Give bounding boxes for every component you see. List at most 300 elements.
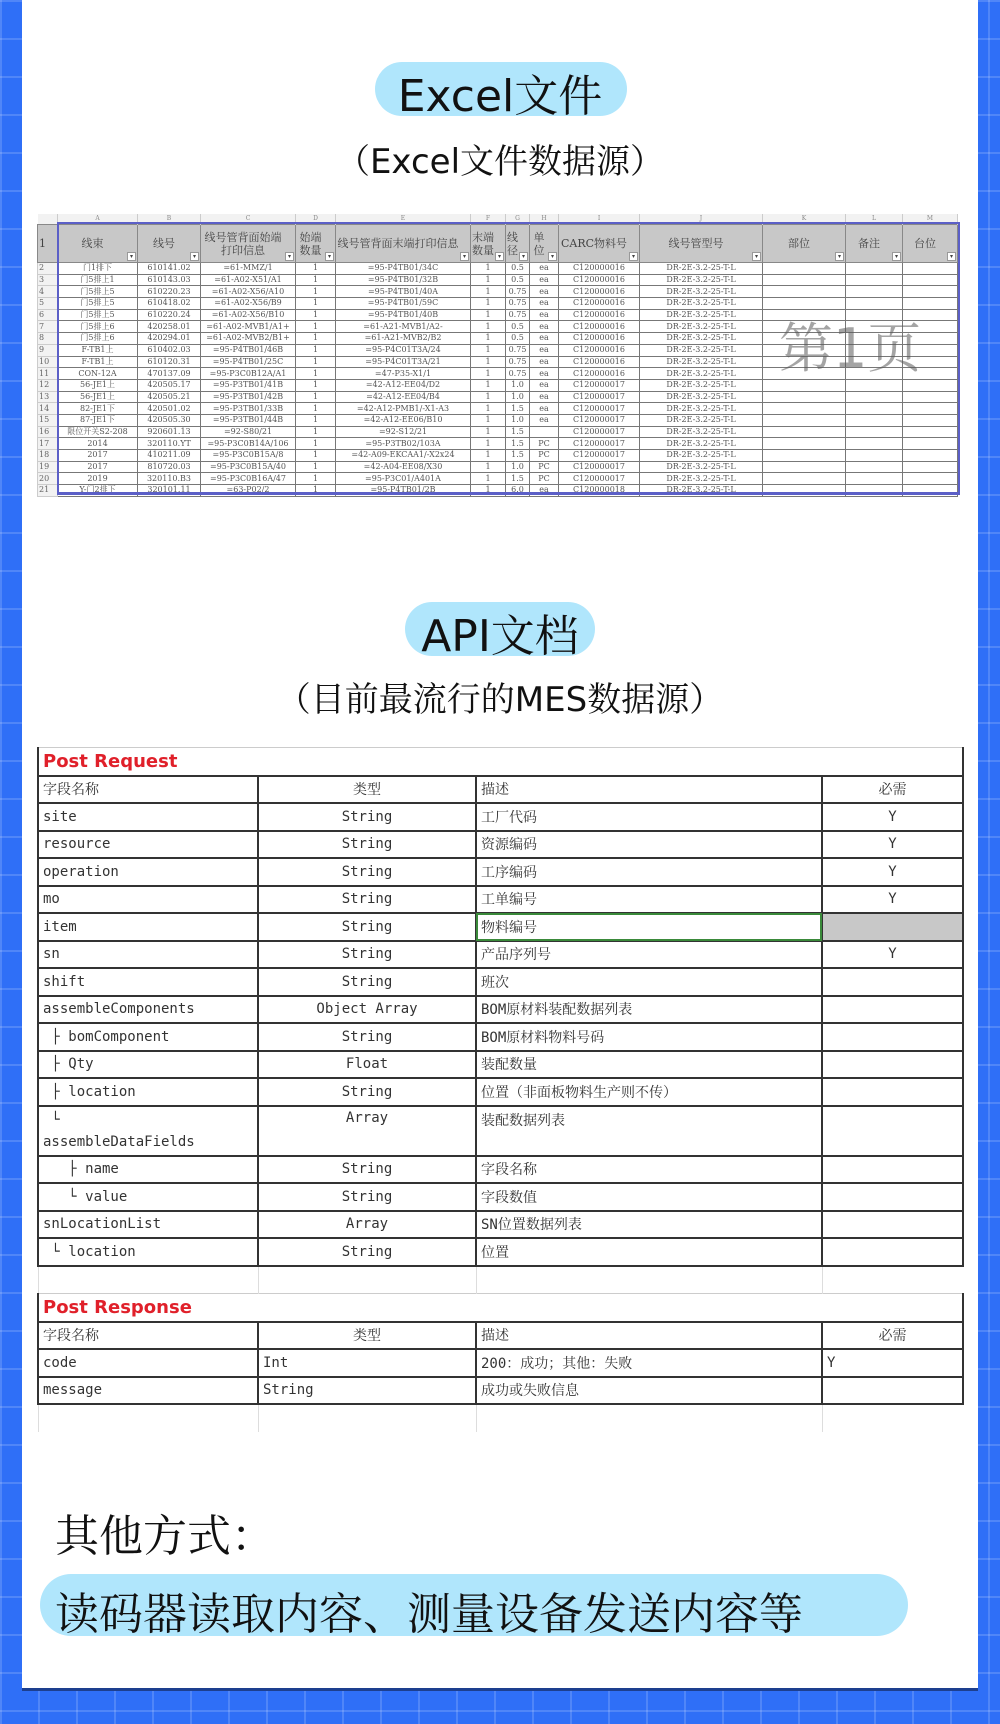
filter-dropdown-icon[interactable]: ▾ (325, 252, 334, 261)
table-cell (822, 1051, 963, 1079)
table-cell: C120000016 (559, 333, 640, 345)
column-header: 线束 ▾ (58, 225, 138, 263)
table-cell: =95-P4TB01/34C (336, 263, 471, 275)
table-cell: 1 (296, 473, 336, 485)
row-number: 11 (38, 368, 58, 380)
table-cell: resource (38, 831, 258, 859)
table-cell: 1 (296, 309, 336, 321)
column-header: 类型 (258, 1322, 476, 1350)
table-cell: 1 (296, 274, 336, 286)
excel-screenshot (37, 214, 958, 497)
table-cell: 2019 (58, 473, 138, 485)
table-cell: DR-2E-3.2-25-T-L (640, 414, 763, 426)
table-cell: 成功或失败信息 (476, 1377, 822, 1405)
table-cell: 1 (296, 450, 336, 462)
row-number: 12 (38, 379, 58, 391)
table-cell: item (38, 913, 258, 941)
table-cell: 1 (471, 473, 506, 485)
table-cell: 420505.17 (138, 379, 201, 391)
table-cell: DR-2E-3.2-25-T-L (640, 426, 763, 438)
column-header: 台位 ▾ (903, 225, 958, 263)
table-cell: DR-2E-3.2-25-T-L (640, 473, 763, 485)
table-row (38, 274, 958, 286)
table-cell: 1 (296, 368, 336, 380)
column-header: 部位 ▾ (763, 225, 846, 263)
table-cell: 1 (471, 344, 506, 356)
table-cell (822, 1377, 963, 1405)
table-cell: 1 (471, 426, 506, 438)
table-cell: 工单编号 (476, 886, 822, 914)
table-cell: C120000016 (559, 368, 640, 380)
table-cell: =61-A21-MVB2/B2 (336, 333, 471, 345)
table-cell: 920601.13 (138, 426, 201, 438)
table-cell: ea (530, 356, 559, 368)
column-letter (38, 214, 58, 225)
table-cell: =95-P3C0B14A/106 (201, 438, 296, 450)
table-cell: 610143.03 (138, 274, 201, 286)
table-cell (822, 1023, 963, 1051)
table-cell: 1.5 (506, 403, 530, 415)
table-cell: C120000017 (559, 403, 640, 415)
table-cell: ea (530, 298, 559, 310)
table-cell: DR-2E-3.2-25-T-L (640, 356, 763, 368)
filter-dropdown-icon[interactable]: ▾ (629, 252, 638, 261)
table-cell: 1.0 (506, 414, 530, 426)
table-row (38, 450, 958, 462)
table-cell: =61-A02-X56/A10 (201, 286, 296, 298)
table-cell: 1 (471, 438, 506, 450)
table-cell: DR-2E-3.2-25-T-L (640, 274, 763, 286)
table-cell: shift (38, 968, 258, 996)
table-cell: CON-12A (58, 368, 138, 380)
table-cell: 物料编号 (476, 913, 822, 941)
table-cell (846, 274, 903, 286)
row-number: 21 (38, 485, 58, 497)
table-cell: 资源编码 (476, 831, 822, 859)
table-cell: DR-2E-3.2-25-T-L (640, 450, 763, 462)
table-cell (763, 426, 846, 438)
column-letter: F (471, 214, 506, 225)
table-cell: ea (530, 309, 559, 321)
table-cell (846, 438, 903, 450)
filter-dropdown-icon[interactable]: ▾ (752, 252, 761, 261)
table-cell: DR-2E-3.2-25-T-L (640, 333, 763, 345)
table-cell (763, 274, 846, 286)
other-methods-label: 其他方式： (55, 1511, 275, 1562)
table-cell: =95-P3TB01/42B (201, 391, 296, 403)
request-row (38, 1078, 963, 1106)
table-cell: C120000016 (559, 263, 640, 275)
table-cell: 1 (471, 414, 506, 426)
blank-cell (476, 1266, 822, 1294)
table-cell: 1.0 (506, 461, 530, 473)
table-cell: C120000017 (559, 450, 640, 462)
table-cell (903, 274, 958, 286)
row-number: 20 (38, 473, 58, 485)
row-number: 9 (38, 344, 58, 356)
table-cell: =61-A02-X56/B9 (201, 298, 296, 310)
column-header: 必需 (822, 776, 963, 804)
table-cell: =42-A12-EE04/D2 (336, 379, 471, 391)
table-cell: =61-A21-MVB1/A2- (336, 321, 471, 333)
table-cell: =42-A12-PMB1/-X1-A3 (336, 403, 471, 415)
table-cell: 1 (471, 461, 506, 473)
table-row (38, 461, 958, 473)
table-cell: Y (822, 831, 963, 859)
table-cell (846, 263, 903, 275)
column-letters (38, 214, 958, 225)
table-cell: 0.75 (506, 286, 530, 298)
table-cell: String (258, 1183, 476, 1211)
blank-cell (476, 1404, 822, 1432)
table-cell: 装配数量 (476, 1051, 822, 1079)
table-cell: operation (38, 858, 258, 886)
table-cell: =61-A02-MVB2/B1+ (201, 333, 296, 345)
table-cell: =95-P3TB01/33B (201, 403, 296, 415)
table-cell: 320110.B3 (138, 473, 201, 485)
table-cell (763, 450, 846, 462)
table-cell: ea (530, 286, 559, 298)
header-row (38, 776, 963, 804)
table-cell: DR-2E-3.2-25-T-L (640, 286, 763, 298)
filter-dropdown-icon[interactable]: ▾ (892, 252, 901, 261)
table-cell (822, 913, 963, 941)
table-cell: C120000016 (559, 298, 640, 310)
table-cell (903, 461, 958, 473)
table-cell: DR-2E-3.2-25-T-L (640, 298, 763, 310)
table-cell: mo (38, 886, 258, 914)
table-cell: 字段名称 (476, 1156, 822, 1184)
row-number: 16 (38, 426, 58, 438)
column-header: 线号管背面末端打印信息 ▾ (336, 225, 471, 263)
table-cell: DR-2E-3.2-25-T-L (640, 485, 763, 497)
column-letter: M (903, 214, 958, 225)
table-cell (763, 263, 846, 275)
table-cell: 1 (296, 263, 336, 275)
table-cell (822, 1238, 963, 1266)
table-cell: DR-2E-3.2-25-T-L (640, 438, 763, 450)
column-letter: B (138, 214, 201, 225)
table-cell: Int (258, 1349, 476, 1377)
request-row (38, 858, 963, 886)
table-cell: Y (822, 886, 963, 914)
api-section-subtitle: （目前最流行的MES数据源） (276, 680, 724, 720)
table-cell: =42-A04-EE08/X30 (336, 461, 471, 473)
filter-dropdown-icon[interactable]: ▾ (460, 252, 469, 261)
column-letter: I (559, 214, 640, 225)
table-cell: 420505.30 (138, 414, 201, 426)
table-cell: ea (530, 368, 559, 380)
request-row (38, 913, 963, 941)
table-cell: =95-P3TB02/103A (336, 438, 471, 450)
table-cell: String (258, 1238, 476, 1266)
table-cell: 56-JE1上 (58, 379, 138, 391)
table-cell: DR-2E-3.2-25-T-L (640, 321, 763, 333)
table-cell: Y-门2排下 (58, 485, 138, 497)
table-cell: =95-P4TB01/25C (201, 356, 296, 368)
table-cell: =95-P3C0B16A/47 (201, 473, 296, 485)
table-cell: C120000018 (559, 485, 640, 497)
table-cell: C120000016 (559, 274, 640, 286)
table-cell: 1 (296, 379, 336, 391)
column-header: 必需 (822, 1322, 963, 1350)
table-cell: =95-P4TB01/40B (336, 309, 471, 321)
table-cell: 1 (296, 321, 336, 333)
table-cell: 位置（非面板物料生产则不传） (476, 1078, 822, 1106)
request-row (38, 1211, 963, 1239)
row-number: 2 (38, 263, 58, 275)
column-letter: L (846, 214, 903, 225)
table-cell: ea (530, 344, 559, 356)
table-cell (903, 414, 958, 426)
table-cell (763, 391, 846, 403)
table-cell: PC (530, 461, 559, 473)
table-cell: SN位置数据列表 (476, 1211, 822, 1239)
request-row (38, 968, 963, 996)
row-number: 18 (38, 450, 58, 462)
table-cell: F-TB1上 (58, 356, 138, 368)
blank-cell (258, 1404, 476, 1432)
column-header: 字段名称 (38, 776, 258, 804)
table-cell (903, 391, 958, 403)
table-cell: 1 (296, 403, 336, 415)
table-cell: Object Array (258, 996, 476, 1024)
table-cell: 1 (296, 286, 336, 298)
section-title: Post Response (38, 1294, 963, 1322)
filter-dropdown-icon[interactable]: ▾ (947, 252, 956, 261)
request-row (38, 831, 963, 859)
table-cell: 1.5 (506, 450, 530, 462)
table-cell: String (258, 968, 476, 996)
table-cell (903, 403, 958, 415)
table-cell: F-TB1上 (58, 344, 138, 356)
table-cell: =92-S80/21 (201, 426, 296, 438)
filter-dropdown-icon[interactable]: ▾ (190, 252, 199, 261)
table-cell (822, 996, 963, 1024)
table-cell: =61-A02-X56/B10 (201, 309, 296, 321)
request-row (38, 1051, 963, 1079)
table-cell: 1 (471, 286, 506, 298)
table-cell: =42-A12-EE04/B4 (336, 391, 471, 403)
table-cell: 410211.09 (138, 450, 201, 462)
table-cell: assembleComponents (38, 996, 258, 1024)
table-cell (530, 426, 559, 438)
filter-dropdown-icon[interactable]: ▾ (548, 252, 557, 261)
table-cell (763, 461, 846, 473)
table-cell: 门5排上5 (58, 286, 138, 298)
response-row (38, 1349, 963, 1377)
table-cell: 1 (471, 403, 506, 415)
table-cell: =92-S12/21 (336, 426, 471, 438)
table-cell (763, 286, 846, 298)
table-cell (822, 1183, 963, 1211)
table-cell: String (258, 941, 476, 969)
table-cell: 610120.31 (138, 356, 201, 368)
table-cell (846, 473, 903, 485)
table-cell (846, 286, 903, 298)
table-cell: ea (530, 414, 559, 426)
table-cell: C120000017 (559, 391, 640, 403)
table-cell: 1 (471, 356, 506, 368)
table-cell: DR-2E-3.2-25-T-L (640, 344, 763, 356)
table-row (38, 286, 958, 298)
row-number: 10 (38, 356, 58, 368)
other-methods-text: 读码器读取内容、测量设备发送内容等 (55, 1589, 803, 1640)
table-row (38, 485, 958, 497)
blank-cell (38, 1266, 258, 1294)
blank-cell (258, 1266, 476, 1294)
table-cell (822, 1156, 963, 1184)
table-cell: 门5排上1 (58, 274, 138, 286)
table-cell: =95-P4C01T3A/24 (336, 344, 471, 356)
request-row (38, 1156, 963, 1184)
table-cell: 420294.01 (138, 333, 201, 345)
table-cell: DR-2E-3.2-25-T-L (640, 263, 763, 275)
table-cell: └ assembleDataFields (38, 1106, 258, 1156)
table-cell: 字段数值 (476, 1183, 822, 1211)
row-number: 7 (38, 321, 58, 333)
table-cell: 班次 (476, 968, 822, 996)
table-cell (903, 426, 958, 438)
table-cell: ea (530, 274, 559, 286)
table-cell (763, 414, 846, 426)
table-cell: C120000017 (559, 438, 640, 450)
blank-cell (38, 1404, 258, 1432)
table-cell: 320110.YT (138, 438, 201, 450)
row-number: 3 (38, 274, 58, 286)
filter-dropdown-icon[interactable]: ▾ (285, 252, 294, 261)
table-row (38, 414, 958, 426)
table-cell: 1 (296, 333, 336, 345)
table-cell: BOM原材料物料号码 (476, 1023, 822, 1051)
table-cell: DR-2E-3.2-25-T-L (640, 309, 763, 321)
table-cell: sn (38, 941, 258, 969)
column-header: 末端数量 ▾ (471, 225, 506, 263)
table-cell: message (38, 1377, 258, 1405)
table-cell: 1 (471, 263, 506, 275)
column-header: 始端数量 ▾ (296, 225, 336, 263)
table-cell: String (258, 886, 476, 914)
table-cell: ea (530, 333, 559, 345)
table-cell (846, 426, 903, 438)
table-cell: DR-2E-3.2-25-T-L (640, 368, 763, 380)
column-header: 线号 ▾ (138, 225, 201, 263)
table-cell (763, 403, 846, 415)
table-cell: 1.5 (506, 473, 530, 485)
table-cell: =61-MMZ/1 (201, 263, 296, 275)
table-cell: =47-P35-X1/1 (336, 368, 471, 380)
filter-dropdown-icon[interactable]: ▾ (495, 252, 504, 261)
table-cell: ├ location (38, 1078, 258, 1106)
api-section-title: API文档 (421, 611, 579, 662)
table-cell: ea (530, 263, 559, 275)
filter-dropdown-icon[interactable]: ▾ (127, 252, 136, 261)
table-cell: 56-JE1上 (58, 391, 138, 403)
table-cell: =95-P4TB01/2B (336, 485, 471, 497)
table-cell: C120000016 (559, 356, 640, 368)
row-number: 6 (38, 309, 58, 321)
table-cell: 610418.02 (138, 298, 201, 310)
table-cell: =95-P3TB01/44B (201, 414, 296, 426)
table-cell: C120000017 (559, 414, 640, 426)
table-cell: =95-P3C01/A401A (336, 473, 471, 485)
table-cell: 1 (471, 333, 506, 345)
row-number: 5 (38, 298, 58, 310)
request-row (38, 1238, 963, 1266)
table-cell: Y (822, 941, 963, 969)
table-cell: PC (530, 450, 559, 462)
table-cell (763, 473, 846, 485)
table-cell: C120000017 (559, 461, 640, 473)
table-cell: 610141.02 (138, 263, 201, 275)
table-cell (903, 473, 958, 485)
column-letter: C (201, 214, 296, 225)
table-cell: 1 (471, 379, 506, 391)
table-cell: C120000017 (559, 379, 640, 391)
table-cell: 420258.01 (138, 321, 201, 333)
table-cell: ea (530, 379, 559, 391)
table-cell: 门1排下 (58, 263, 138, 275)
table-cell (763, 485, 846, 497)
column-header: 线号管型号 ▾ (640, 225, 763, 263)
table-cell: 2014 (58, 438, 138, 450)
table-cell: Float (258, 1051, 476, 1079)
table-cell: DR-2E-3.2-25-T-L (640, 461, 763, 473)
table-cell: 610220.23 (138, 286, 201, 298)
table-cell: 1 (471, 321, 506, 333)
table-cell: 门5排上6 (58, 321, 138, 333)
column-header: 线号管背面始端打印信息 ▾ (201, 225, 296, 263)
table-cell: 200：成功；其他：失败 (476, 1349, 822, 1377)
table-cell (903, 485, 958, 497)
table-cell: ├ bomComponent (38, 1023, 258, 1051)
table-cell (822, 968, 963, 996)
filter-dropdown-icon[interactable]: ▾ (519, 252, 528, 261)
table-cell (822, 1078, 963, 1106)
table-cell: 1 (296, 461, 336, 473)
table-cell: 1 (471, 391, 506, 403)
table-cell: snLocationList (38, 1211, 258, 1239)
column-letter: H (530, 214, 559, 225)
table-cell: 位置 (476, 1238, 822, 1266)
table-cell: 420501.02 (138, 403, 201, 415)
table-cell (846, 485, 903, 497)
table-row (38, 403, 958, 415)
table-cell: 0.75 (506, 298, 530, 310)
filter-dropdown-icon[interactable]: ▾ (835, 252, 844, 261)
column-header: 字段名称 (38, 1322, 258, 1350)
table-cell: ├ name (38, 1156, 258, 1184)
column-letter: E (336, 214, 471, 225)
table-cell: 门5排上5 (58, 309, 138, 321)
table-cell: 0.5 (506, 274, 530, 286)
table-cell: └ value (38, 1183, 258, 1211)
table-cell: 1 (296, 485, 336, 497)
table-cell: 门5排上5 (58, 298, 138, 310)
table-cell: 810720.03 (138, 461, 201, 473)
table-cell (903, 438, 958, 450)
table-cell: 产品序列号 (476, 941, 822, 969)
table-cell: =42-A12-EE06/B10 (336, 414, 471, 426)
row-number: 19 (38, 461, 58, 473)
table-cell: DR-2E-3.2-25-T-L (640, 391, 763, 403)
row-number: 15 (38, 414, 58, 426)
table-cell: 420505.21 (138, 391, 201, 403)
column-header: 线径 ▾ (506, 225, 530, 263)
table-cell (846, 461, 903, 473)
table-row (38, 391, 958, 403)
table-cell: String (258, 1078, 476, 1106)
